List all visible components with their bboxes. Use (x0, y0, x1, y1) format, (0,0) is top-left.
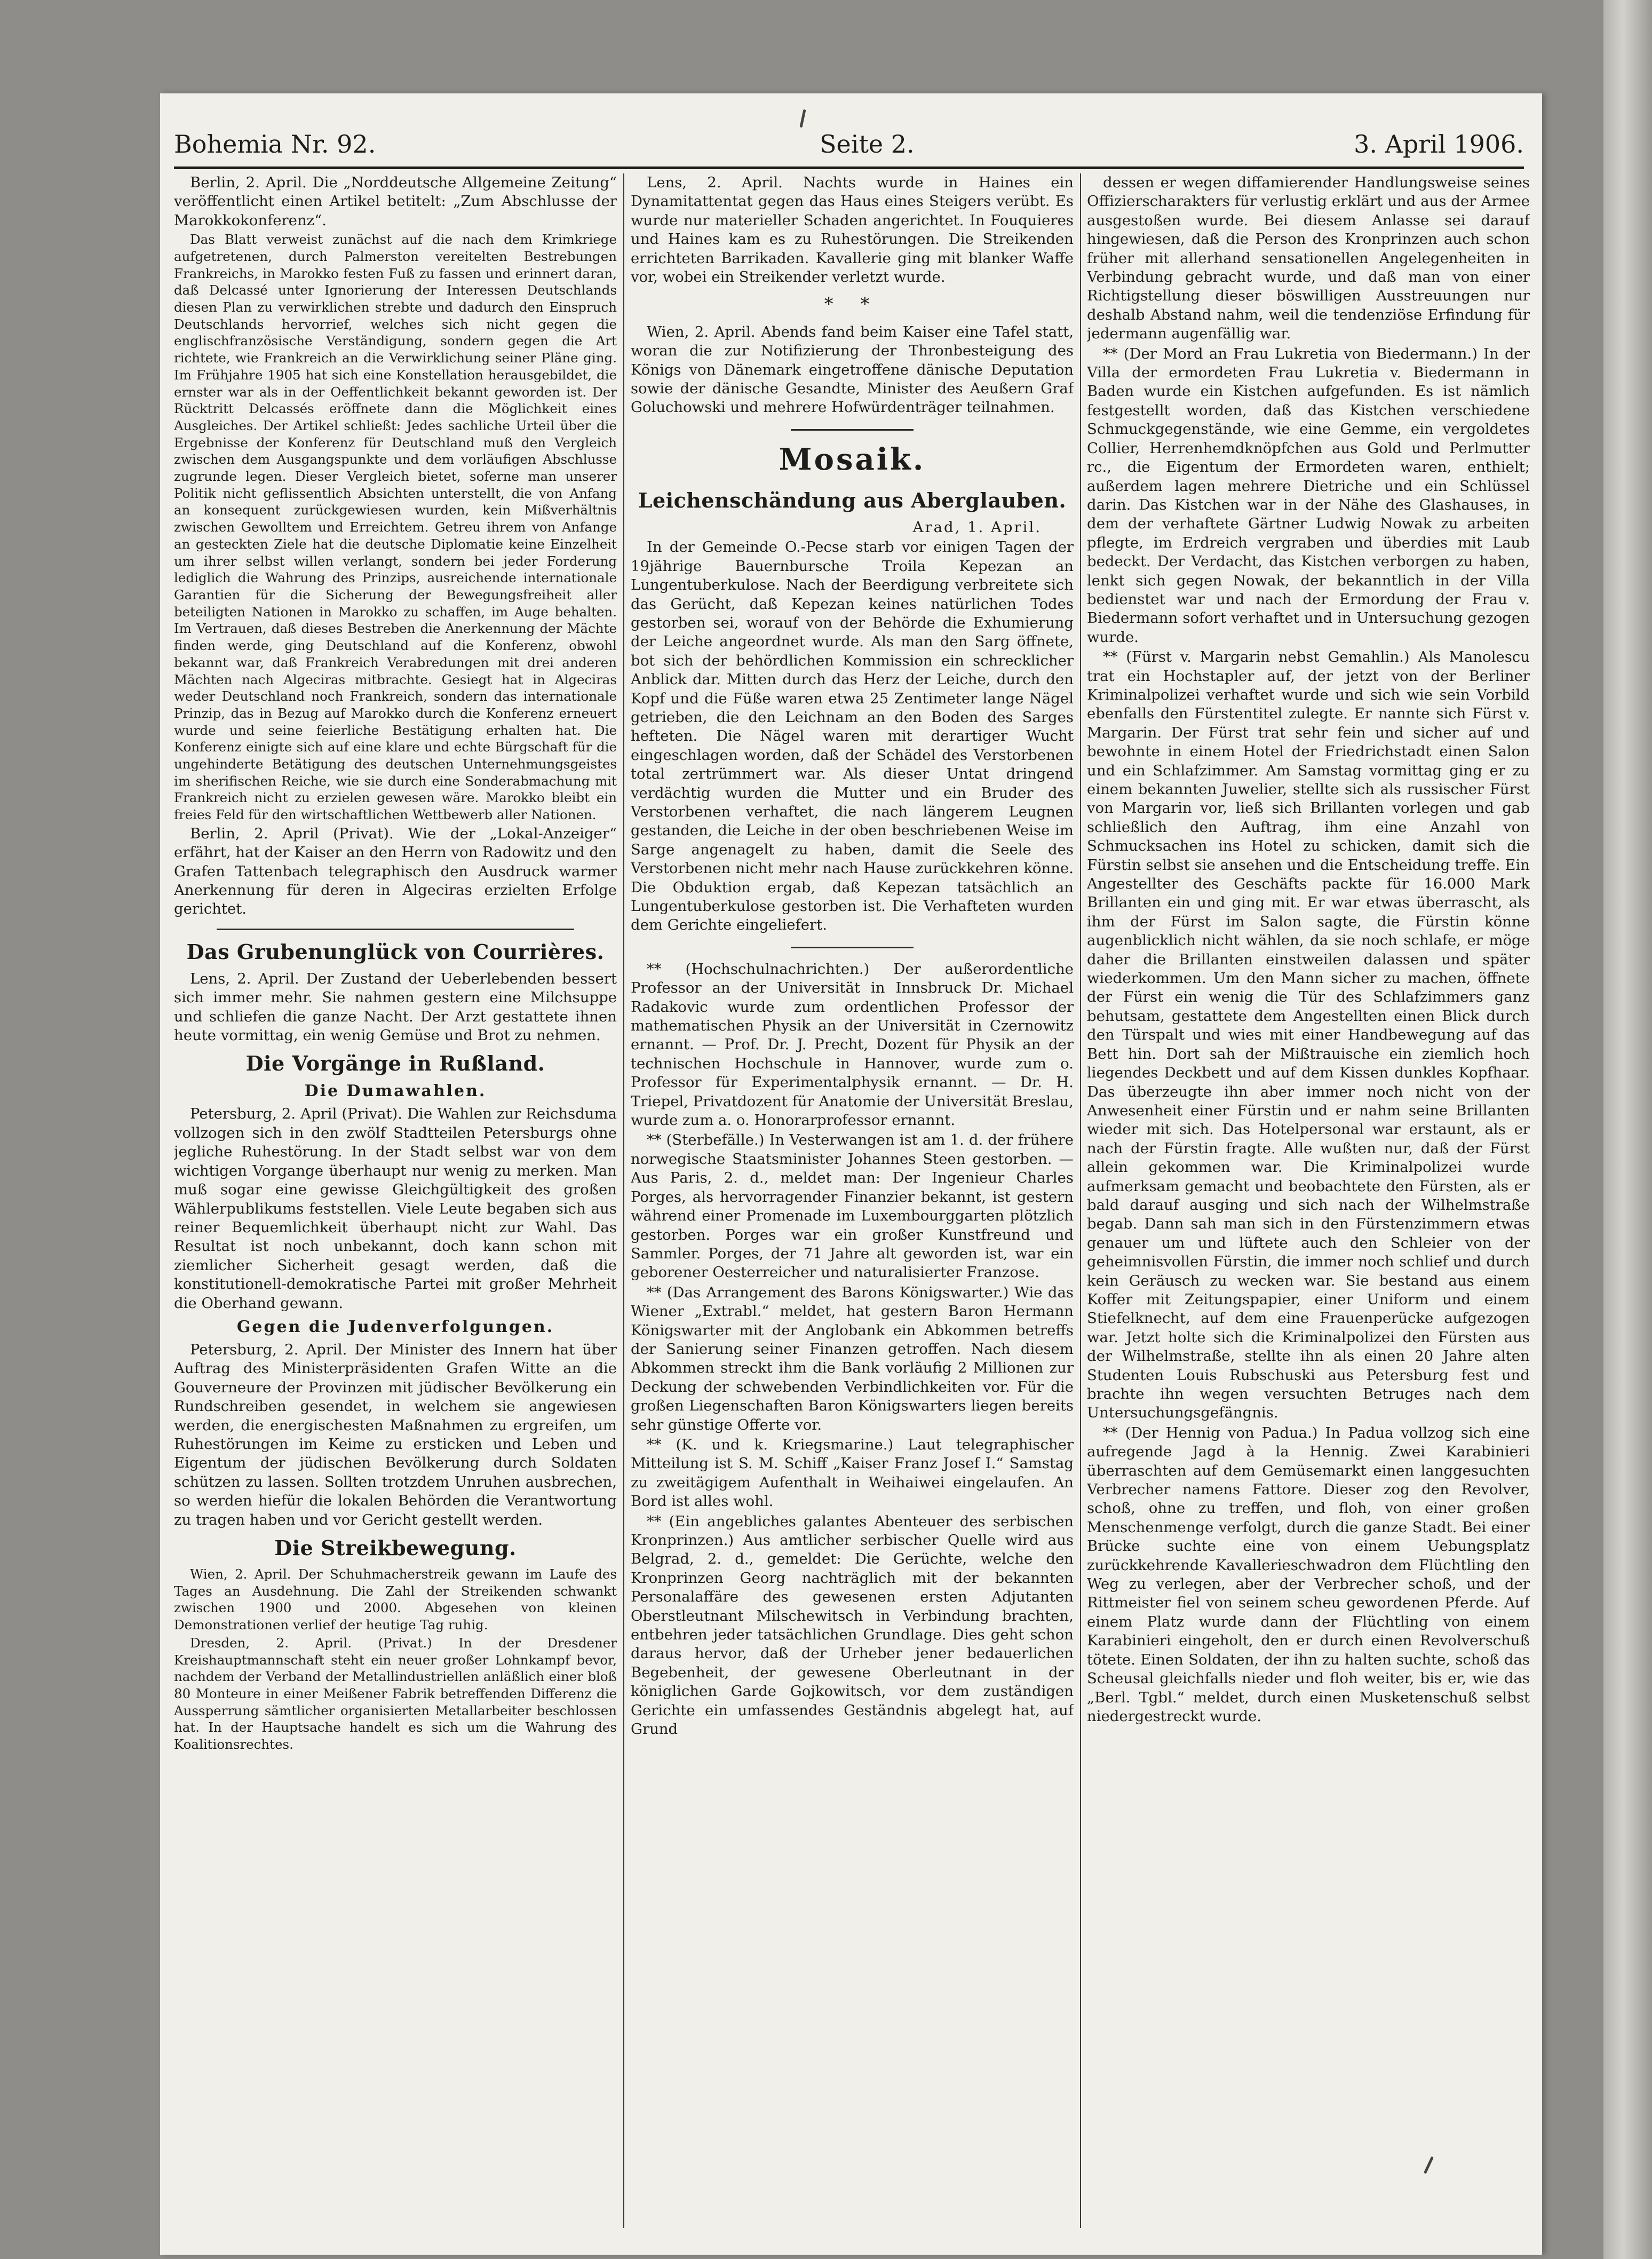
ink-mark (800, 109, 806, 128)
issue-label: Bohemia Nr. 92. (174, 130, 376, 158)
column-3 (1087, 173, 1530, 2255)
heading-leichenschaendung: Leichenschändung aus Aberglauben. (638, 488, 1067, 512)
dateline-arad: Arad, 1. April. (912, 518, 1042, 536)
issue-date: 3. April 1906. (1354, 130, 1524, 158)
article-leichenschaendung: In der Gemeinde O.-Pecse starb vor einigen Tagen der 19jährige Bauernbursche Troila Kepezan an Lungentuberkulose. Nach der Beerdigung verbreitete sich das Gerücht, daß Kepezan keines natürlichen Todes gestorben sei, worauf von der Behörde die Exhumierung der Leiche angeordnet wurde. Als man den Sarg öffnete, bot sich der behördlichen Kommission ein schrecklicher Anblick dar. Mitten durch das Herz der Leiche, durch den Kopf und die Füße waren etwa 25 Zentimeter lange Nägel getrieben, die den Leichnam an den Boden des Sarges hefteten. Die Nägel waren mit derartiger Wucht eingeschlagen worden, daß der Schädel des Verstorbenen total zertrümmert war. Als dieser Untat dringend verdächtig wurden die Mutter und ein Bruder des Verstorbenen verhaftet, die nach längerem Leugnen gestanden, die Leiche in der oben beschriebenen Weise im Sarge angenagelt zu haben, damit die Seele des Verstorbenen nicht mehr nach Hause zurückkehren könne. Die Obduktion ergab, daß Kepezan tatsächlich an Lungentuberkulose gestorben ist. Die Verhafteten wurden dem Gerichte eingeliefert. (631, 538, 1074, 934)
article-petersburg-rundschreiben: Petersburg, 2. April. Der Minister des Innern hat über Auftrag des Ministerpräsidenten Grafen Witte an die Gouverneure der Provinzen mit jüdischer Bevölkerung ein Rundschreiben gesendet, in welchem sie angewiesen werden, die energischesten Maßnahmen zu ergreifen, um Ruhestörungen im Keime zu ersticken und Leben und Eigentum der jüdischen Bevölkerung durch Soldaten schützen zu lassen. Sollten trotzdem Unruhen ausbrechen, so werden hiefür die lokalen Behörden die Verantwortung zu tragen haben und vor Gericht gestellt werden. (174, 1341, 617, 1528)
header-rule (174, 167, 1524, 169)
article-fuerst-margarin: ** (Fürst v. Margarin nebst Gemahlin.) Als Manolescu trat ein Hochstapler auf, der jetzt von der Berliner Kriminalpolizei verhaftet wurde und sich wie sein Vorbild ebenfalls den Fürstentitel zulegte. Er nannte sich Fürst v. Margarin. Der Fürst trat sehr fein und sicher auf und bewohnte in einem Hotel der Friedrichstadt einen Salon und ein Schlafzimmer. Am Samstag vormittag ging er zu einem bekannten Juwelier, stellte sich als russischer Fürst von Margarin vor, ließ sich Brillanten vorlegen und gab schließlich den Auftrag, ihm eine Anzahl von Schmucksachen ins Hotel zu schicken, damit sich die Fürstin selbst sie ansehen und die Entscheidung treffe. Ein Angestellter des Geschäfts packte für 16.000 Mark Brillanten ein und ging mit. Er war etwas überrascht, als ihm der Fürst im Salon sagte, die Fürstin könne augenblicklich nicht wählen, da sie noch schlafe, er möge daher die Brillanten einstweilen dalassen und später wiederkommen. Um den Mann sicher zu machen, öffnete der Fürst ein wenig die Tür des Schlafzimmers ganz behutsam, gestattete dem Angestellten einen Blick durch den Türspalt und wies mit einer Handbewegung auf das Bett hin. Dort sah der Mißtrauische ein ziemlich hoch liegendes Deckbett und auf dem Kissen dunkles Kopfhaar. Das überzeugte ihn aber immer noch nicht von der Anwesenheit einer Fürstin und er nahm seine Brillanten wieder mit sich. Das Hotelpersonal war erstaunt, als er nach der Fürstin fragte. Alle wußten nur, daß der Fürst allein gekommen war. Die Kriminalpolizei wurde aufmerksam gemacht und beobachtete den Fürsten, als er bald darauf ausging und sich nach der Wilhelmstraße begab. Dann sah man sich in den Fürstenzimmern etwas genauer um und lüftete auch den Schleier von der geheimnisvollen Fürstin, die immer noch schlief und durch kein Geräusch zu wecken war. Sie bestand aus einem Koffer mit Zeitungspapier, einer Uniform und einem Stiefelknecht, auf dem eine Frauenperücke aufgezogen war. Jetzt holte sich die Kriminalpolizei den Fürsten aus der Wilhelmstraße, stellte ihn als einen 20 Jahre alten Studenten Louis Rubschuski aus Petersburg fest und brachte ihn wegen versuchten Betruges nach dem Untersuchungsgefängnis. (1087, 648, 1530, 1422)
column-1 (174, 173, 617, 2255)
subheading-dumawahlen: Die Dumawahlen. (304, 1082, 487, 1101)
article-mord-biedermann: ** (Der Mord an Frau Lukretia von Biedermann.) In der Villa der ermordeten Frau Lukretia v. Biedermann in Baden wurde ein Kistchen aufgefunden. Es ist nämlich festgestellt worden, daß das Kistchen verschiedene Schmuckgegenstände, wie eine Gemme, ein vergoldetes Collier, Herrenhemdknöpfchen aus Gold und Perlmutter rc., die Eigentum der Ermordeten waren, enthielt; außerdem lagen mehrere Dietriche und ein Schlüssel darin. Das Kistchen war in der Nähe des Glashauses, in dem der verhaftete Gärtner Ludwig Nowak zu arbeiten pflegte, im Erdreich vergraben und überdies mit Laub bedeckt. Der Verdacht, das Kistchen verborgen zu haben, lenkt sich gegen Nowak, der bekanntlich in der Villa bedienstet war und nach der Ermordung der Frau v. Biedermann sofort verhaftet und in Untersuchung gezogen wurde. (1087, 345, 1530, 646)
article-kronprinz-cont: dessen er wegen diffamierender Handlungsweise seines Offizierscharakters für verlustig erklärt und aus der Armee ausgestoßen wurde. Bei diesem Anlasse sei darauf hingewiesen, daß die Person des Kronprinzen auch schon früher mit allerhand sensationellen Angelegenheiten in Verbindung gebracht wurde, und daß man von einer Richtigstellung dieser böswilligen Ausstreuungen nur deshalb Abstand nahm, weil die tendenziöse Erfindung für jedermann augenfällig war. (1087, 174, 1530, 343)
heading-mosaik: Mosaik. (779, 441, 926, 477)
article-wien-streik: Wien, 2. April. Der Schuhmacherstreik gewann im Laufe des Tages an Ausdehnung. Die Zahl der Streikenden schwankt zwischen 1900 und 2000. Abgesehen von kleinen Demonstrationen verlief der heutige Tag ruhig. (174, 1566, 617, 1633)
newspaper-page (160, 93, 1542, 2255)
article-petersburg-wahlen: Petersburg, 2. April (Privat). Die Wahlen zur Reichsduma vollzogen sich in den zwölf Stadtteilen Petersburgs ohne jegliche Ruhestörung. In der Stadt selbst war von dem wichtigen Vorgange überhaupt nur wenig zu merken. Man muß sogar eine gewisse Gleichgültigkeit des großen Wählerpublikums feststellen. Viele Leute begaben sich aus reiner Bequemlichkeit überhaupt nicht zur Wahl. Das Resultat ist noch unbekannt, doch kann schon mit ziemlicher Sicherheit gesagt werden, daß die konstitutionell-demokratische Partei mit großer Mehrheit die Oberhand gewann. (174, 1105, 617, 1312)
article-wien-tafel: Wien, 2. April. Abends fand beim Kaiser eine Tafel statt, woran die zur Notifizierung der Thronbesteigung des Königs von Dänemark eingetroffene dänische Deputation sowie der dänische Gesandte, Minister des Aeußern Graf Goluchowski und mehrere Hofwürdenträger teilnahmen. (631, 323, 1074, 416)
heading-streikbewegung: Die Streikbewegung. (274, 1536, 517, 1560)
column-divider (1080, 173, 1081, 2228)
column-divider (623, 173, 624, 2228)
article-hochschulnachrichten: ** (Hochschulnachrichten.) Der außerordentliche Professor an der Universität in Innsbruck Dr. Michael Radakovic wurde zum ordentlichen Professor der mathematischen Physik an der Universität in Czernowitz ernannt. — Prof. Dr. J. Precht, Dozent für Physik an der technischen Hochschule in Hannover, wurde zum o. Professor für Experimentalphysik ernannt. — Dr. H. Triepel, Privatdozent für Anatomie der Universität Breslau, wurde zum a. o. Honorarprofessor ernannt. (631, 960, 1074, 1129)
page-edge (1603, 0, 1652, 2259)
article-sterbefaelle: ** (Sterbefälle.) In Vesterwangen ist am 1. d. der frühere norwegische Staatsminister Johannes Steen gestorben. — Aus Paris, 2. d., meldet man: Der Ingenieur Charles Porges, als hervorragender Finanzier bekannt, ist gestern während einer Promenade im Luxembourggarten plötzlich gestorben. Porges war ein großer Kunstfreund und Sammler. Porges, der 71 Jahre alt geworden ist, war ein geborener Oesterreicher und naturalisierter Franzose. (631, 1131, 1074, 1281)
section-divider (791, 947, 914, 948)
article-berlin-marokko-body: Das Blatt verweist zunächst auf die nach dem Krimkriege aufgetretenen, durch Palmerston vereitelten Bestrebungen Frankreichs, in Marokko festen Fuß zu fassen und erinnert daran, daß Delcassé unter Ignorierung der Interessen Deutschlands diesen Plan zu verwirklichen strebte und dadurch den Einspruch Deutschlands hervorrief, welches sich nicht gegen die englischfranzösische Verständigung, sondern gegen die Art richtete, wie Frankreich an die Verwirklichung seiner Pläne ging. Im Frühjahre 1905 hat sich eine Konstellation herausgebildet, die ernster war als in der Oeffentlichkeit bekannt geworden ist. Der Rücktritt Delcassés eröffnete dann die Möglichkeit eines Ausgleiches. Der Artikel schließt: Jedes sachliche Urteil über die Ergebnisse der Konferenz für Deutschland muß den Vergleich zwischen dem Ausgangspunkte und dem vorläufigen Abschlusse zugrunde legen. Dieser Vergleich bietet, soferne man unserer Politik nicht geflissentlich Absichten unterstellt, die von Anfang an konsequent zurückgewiesen wurden, kein Mißverhältnis zwischen Gewolltem und Erreichtem. Getreu ihrem von Anfange an gesteckten Ziele hat die deutsche Diplomatie keine Einzelheit um ihrer selbst willen verlangt, sondern bei jeder Forderung lediglich die Wahrung des Prinzips, ausreichende internationale Garantien für die Sicherung der Bewegungsfreiheit aller beteiligten Nationen in Marokko zu schaffen, im Auge behalten. Im Vertrauen, daß dieses Bestreben die Anerkennung der Mächte finden werde, ging Deutschland auf die Konferenz, obwohl bekannt war, daß Frankreich Verabredungen mit drei anderen Mächten nach Algeciras mitbrachte. Gesiegt hat in Algeciras weder Deutschland noch Frankreich, sondern das internationale Prinzip, das in Bezug auf Marokko durch die Konferenz erneuert wurde und seine feierliche Bestätigung erhalten hat. Die Konferenz einigte sich auf eine klare und echte Bürgschaft für die ungehinderte Betätigung des deutschen Unternehmungsgeistes im sherifischen Reiche, wie sie durch eine Sonderabmachung mit Frankreich nicht zu erzielen gewesen wäre. Marokko bleibt ein freies Feld für den wirtschaftlichen Wettbewerb aller Nationen. (174, 232, 617, 823)
heading-grubenunglueck: Das Grubenunglück von Courrières. (186, 939, 605, 964)
subheading-judenverfolgungen: Gegen die Judenverfolgungen. (236, 1317, 554, 1336)
article-dresden-streik: Dresden, 2. April. (Privat.) In der Dresdener Kreishauptmannschaft steht ein neuer großer Lohnkampf bevor, nachdem der Verband der Metallindustriellen anläßlich einer bloß 80 Monteure in einer Meißener Fabrik betreffenden Differenz die Aussperrung sämtlicher organisierten Metallarbeiter beschlossen hat. In der Hauptsache handelt es sich um die Wahrung des Koalitionsrechtes. (174, 1635, 617, 1753)
section-divider (791, 429, 914, 431)
column-2 (631, 173, 1074, 2255)
page-header (174, 130, 1524, 167)
article-kriegsmarine: ** (K. und k. Kriegsmarine.) Laut telegraphischer Mitteilung ist S. M. Schiff „Kaiser Franz Josef I.“ Samstag zu zweitägigem Aufenthalt in Weihaiwei eingelaufen. An Bord ist alles wohl. (631, 1436, 1074, 1510)
article-berlin-kaiser: Berlin, 2. April (Privat). Wie der „Lokal-Anzeiger“ erfährt, hat der Kaiser an den Herrn von Radowitz und den Grafen Tattenbach telegraphisch den Ausdruck warmer Anerkennung für deren in Algeciras erzielten Erfolge gerichtet. (174, 825, 617, 918)
article-lens-survivors: Lens, 2. April. Der Zustand der Ueberlebenden bessert sich immer mehr. Sie nahmen gestern eine Milchsuppe und schliefen die ganze Nacht. Der Arzt gestattete ihnen heute vormittag, ein wenig Gemüse und Brot zu nehmen. (174, 970, 617, 1044)
article-lens-dynamit: Lens, 2. April. Nachts wurde in Haines ein Dynamitattentat gegen das Haus eines Steigers verübt. Es wurde nur materieller Schaden angerichtet. In Fouquieres und Haines kam es zu Ruhestörungen. Die Streikenden errichteten Barrikaden. Kavallerie ging mit blanker Waffe vor, wobei ein Streikender verletzt wurde. (631, 174, 1074, 286)
section-divider (217, 929, 574, 930)
article-berlin-marokko-intro: Berlin, 2. April. Die „Norddeutsche Allgemeine Zeitung“ veröffentlicht einen Artikel betitelt: „Zum Abschlusse der Marokkokonferenz“. (174, 174, 617, 229)
article-kronprinz: ** (Ein angebliches galantes Abenteuer des serbischen Kronprinzen.) Aus amtlicher serbischer Quelle wird aus Belgrad, 2. d., gemeldet: Die Gerüchte, welche den Kronprinzen Georg nachträglich mit der bekannten Personalaffäre des gewesenen ersten Adjutanten Oberstleutnant Milschewitsch in Verbindung brachten, entbehren jeder tatsächlichen Grundlage. Dies geht schon daraus hervor, daß der Urheber jener bedauerlichen Begebenheit, der gewesene Oberleutnant in der königlichen Garde Gojkowitsch, vor dem zuständigen Gerichte ein umfassendes Geständnis abgelegt hat, auf Grund (631, 1512, 1074, 1738)
article-koenigswarter: ** (Das Arrangement des Barons Königswarter.) Wie das Wiener „Extrabl.“ meldet, hat gestern Baron Hermann Königswarter mit der Anglobank ein Abkommen betreffs der Sanierung seiner Finanzen getroffen. Nach diesem Abkommen streckt ihm die Bank vorläufig 2 Millionen zur Deckung der schwebenden Verbindlichkeiten vor. Für die großen Liegenschaften Baron Königswarters liegen bereits sehr günstige Offerte vor. (631, 1283, 1074, 1433)
asterism: * * (824, 294, 880, 315)
page-number: Seite 2. (820, 130, 915, 158)
article-hennig-padua: ** (Der Hennig von Padua.) In Padua vollzog sich eine aufregende Jagd à la Hennig. Zwei Karabinieri überraschten auf dem Gemüsemarkt einen langgesuchten Verbrecher namens Fattore. Dieser zog den Revolver, schoß, ohne zu treffen, und floh, von einer großen Menschenmenge verfolgt, durch die ganze Stadt. Bei einer Brücke suchte eine von einem Uebungsplatz zurückkehrende Kavallerieschwadron dem Flüchtling den Weg zu verlegen, aber der Verbrecher schoß, und der Rittmeister fiel von seinem scheu gewordenen Pferde. Auf einem Platz wurde dann der Flüchtling von einem Karabinieri eingeholt, den er durch einen Revolverschuß tötete. Einen Soldaten, der ihn zu halten suchte, schoß das Scheusal gleichfalls nieder und floh weiter, bis er, wie das „Berl. Tgbl.“ meldet, durch einen Musketenschuß selbst niedergestreckt wurde. (1087, 1424, 1530, 1725)
heading-russland: Die Vorgänge in Rußland. (245, 1051, 545, 1076)
